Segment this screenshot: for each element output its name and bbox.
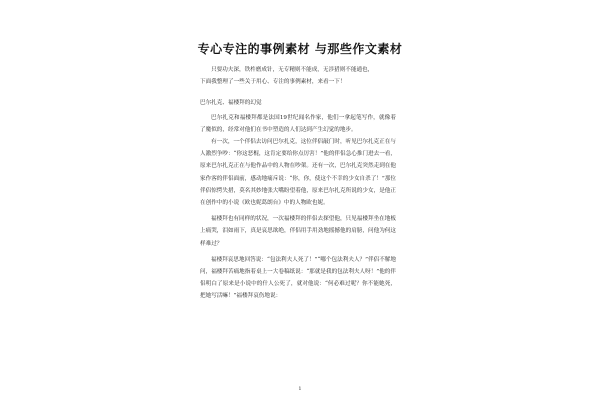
body-paragraph: 有一次，一个伴侣去访问巴尔扎克，这位伴侣敲门时，听见巴尔扎克正在与人激烈争吵：“你这恶棍，这肯定要给你点厉害！”他的伴侣急心推门进去一看，原来巴尔扎克正在与他作品中的人物在吵架。还有一次，巴尔扎克突然走到在他家作客的伴侣面前，感动地痛斥说：“你，你，使这个不幸的少女自杀了！”那位伴侣惊愕失措，莫名其妙地张大嘴盼望着他，原来巴尔扎克所说的少女，是他正在创作中的小说《欧也妮葛朗台》中的人物欧也妮。 bbox=[200, 139, 396, 207]
section-heading: 巴尔扎克、福楼拜的幻觉 bbox=[200, 100, 262, 107]
intro-line-2: 下面我整理了一些关于用心、专注的事例素材，来看一下！ bbox=[200, 79, 346, 86]
body-paragraph: 巴尔扎克和福楼拜都是法国19世纪闻名作家，他们一拿起笔写作，就像着了魔似的，经常对他们在书中塑造的人们达到产生幻觉的地步。 bbox=[200, 114, 396, 133]
page-number: 1 bbox=[298, 386, 302, 392]
intro-line-1: 只要功夫深，铁杵磨成针，无专精则不能成，无涉猎则不能通也， bbox=[211, 67, 374, 73]
body-paragraph: 福楼拜哀思地回答说：“包法利夫人死了！”“哪个包法利夫人？”伴侣不解地问，福楼拜苦痛地指着桌上一大卷稿纸说：“那就是我的包法利夫人呀！”他的伴侣明白了原来是小说中的什人公死了，就对他说：“何必难过呢？你不能她死，把她写活嘛！”福楼拜哀伤地说： bbox=[200, 256, 396, 300]
document-title: 专心专注的事例素材 与那些作文素材 bbox=[197, 42, 403, 56]
document-body bbox=[200, 64, 396, 303]
body-paragraph: 福楼拜也有同样的状况，一次福楼拜的伴侣去探望他，只见福楼拜坐在地板上痛哭，泪如雨下，真是哀思欲绝，伴侣用手用劲地摇撼他的肩膀，问他为何这样难过？ bbox=[200, 216, 396, 247]
